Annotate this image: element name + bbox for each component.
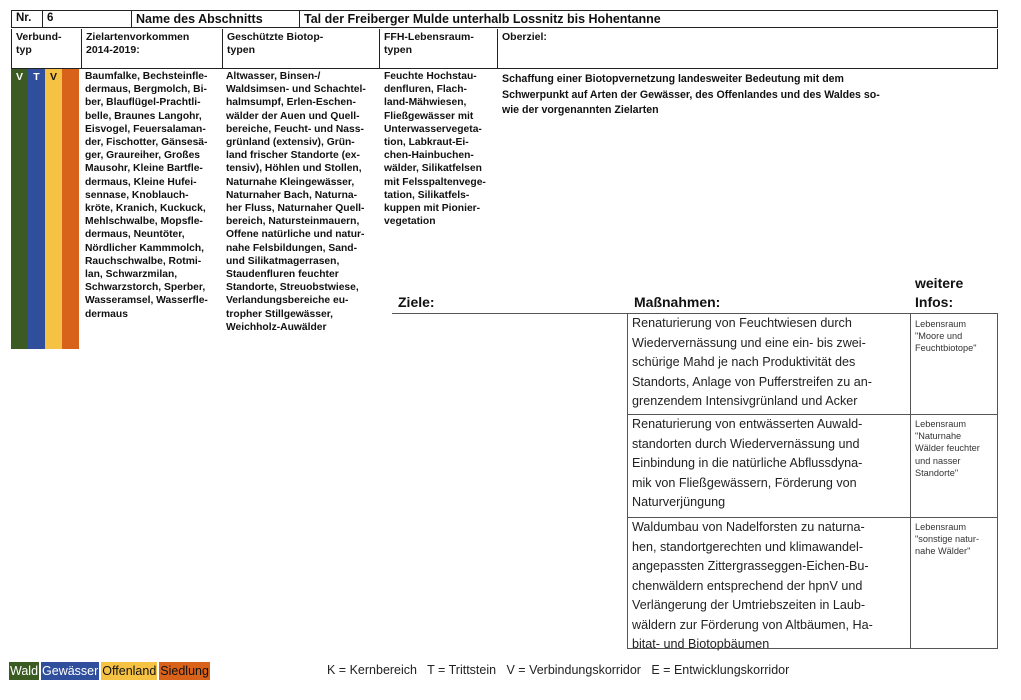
color-legend <box>9 662 210 680</box>
header-table <box>11 10 998 28</box>
name-value: Tal der Freiberger Mulde unterhalb Lossnitz bis Hohentanne <box>300 11 998 28</box>
col-verbund-header: Verbund- typ <box>11 29 82 69</box>
col-zielarten-header: Zielartenvorkommen 2014-2019: <box>81 29 223 69</box>
name-label: Name des Abschnitts <box>132 11 300 28</box>
infos-heading: weitere Infos: <box>915 275 964 310</box>
measure-row-2-text: Renaturierung von entwässerten Auwald- standorten durch Wiedervernässung und Einbindung in die natürliche Abflussdyna- mik von Fließgewässern, Förderung von Naturverjüngung <box>632 417 863 509</box>
col-ffh-header: FFH-Lebensraum- typen <box>379 29 498 69</box>
measure-row-3-text: Waldumbau von Nadelforsten zu naturna- hen, standortgerechten und klimawandel- angepassten Zittergrasseggen-Eichen-Bu- chenwäldern entsprechend der hpnV und Verlängerung der Umtriebszeiten in Laub- wäldern zur Förderung von Altbäumen, Ha- bitat- und Biotopbäumen <box>632 520 873 651</box>
col-oberziel-header: Oberziel: <box>497 29 998 69</box>
measure-row-3-info: Lebensraum "sonstige natur- nahe Wälder" <box>915 522 980 557</box>
measure-row-1-text: Renaturierung von Feuchtwiesen durch Wiedervernässung und eine ein- bis zwei- schürige Mahd je nach Produktivität des Standorts, Anlage von Pufferstreifen zu an- grenzendem Intensivgrünland und Acker <box>632 316 872 408</box>
measure-row-1-info: Lebensraum "Moore und Feuchtbiotope" <box>915 319 977 354</box>
oberziel-text: Schaffung einer Biotopvernetzung landesweiter Bedeutung mit dem Schwerpunkt auf Arten der Gewässer, des Offenlandes und des Waldes so- wie der vorgenannten Zielarten <box>502 73 880 116</box>
zielarten-text: Baumfalke, Bechsteinfle- dermaus, Bergmolch, Bi- ber, Blauflügel-Prachtli- belle, Braunes Langohr, Eisvogel, Feuersalaman- der, Fischotter, Gänsesä- ger, Graureiher, Großes Mausohr, Kleine Bartfle- dermaus, Kleine Hufei- sennase, Knoblauch- kröte, Kranich, Kuckuck, Mehlschwalbe, Mopsfle- dermaus, Neuntöter, Nördlicher Kammmolch, Rauchschwalbe, Rotmi- lan, Schwarzmilan, Schwarzstorch, Sperber, Wasseramsel, Wasserfle- dermaus <box>85 71 208 320</box>
nr-label: Nr. <box>12 11 43 28</box>
massnahmen-heading: Maßnahmen: <box>634 294 721 310</box>
measures-mid-line <box>910 313 911 648</box>
ffh-text: Feuchte Hochstau- denfluren, Flach- land-Mähwiesen, Fließgewässer mit Unterwasservegeta- tion, Labkraut-Ei- chen-Hainbuchen- wälder, Silikatfelsen mit Felsspaltenvege- tation, Silikatfels- kuppen mit Pionier- vegetation <box>384 71 486 228</box>
legend-siedlung: Siedlung <box>160 664 209 678</box>
ziele-heading: Ziele: <box>398 294 435 310</box>
legend-gewaesser: Gewässer <box>42 664 99 678</box>
bar-offenland <box>45 69 62 349</box>
bar-wald-letter: V <box>15 71 23 83</box>
bar-siedlung <box>62 69 79 349</box>
legend-offenland: Offenland <box>102 664 157 678</box>
measures-right-line <box>997 313 998 648</box>
measures-left-line <box>627 313 628 648</box>
verbund-bars <box>11 69 79 349</box>
biotop-text: Altwasser, Binsen-/ Waldsimsen- und Schachtel- halmsumpf, Erlen-Eschen- wälder der Auen und Quell- bereiche, Feucht- und Nass- grünland (extensiv), Grün- land frischer Standorte (ex- tensiv), Höhlen und Stollen, Naturnahe Kleingewässer, Naturnaher Bach, Naturna- her Fluss, Naturnaher Quell- bereich, Natursteinmauern, Offene natürliche und natur- nahe Felsbildungen, Sand- und Silikatmagerrasen, Staudenfluren feuchter Standorte, Streuobstwiese, Verlandungsbereiche eu- tropher Stillgewässer, Weichholz-Auwälder <box>226 71 366 333</box>
bar-gewaesser <box>28 69 45 349</box>
bar-gewaesser-letter: T <box>33 71 40 83</box>
bar-wald <box>11 69 28 349</box>
legend-keys: K = Kernbereich T = Trittstein V = Verbindungskorridor E = Entwicklungskorridor <box>327 663 790 677</box>
nr-value: 6 <box>43 11 132 28</box>
measure-row-2-info: Lebensraum "Naturnahe Wälder feuchter und nasser Standorte" <box>915 419 980 478</box>
legend-wald: Wald <box>10 664 39 678</box>
col-biotop-header: Geschützte Biotop- typen <box>222 29 380 69</box>
bar-offenland-letter: V <box>49 71 57 83</box>
